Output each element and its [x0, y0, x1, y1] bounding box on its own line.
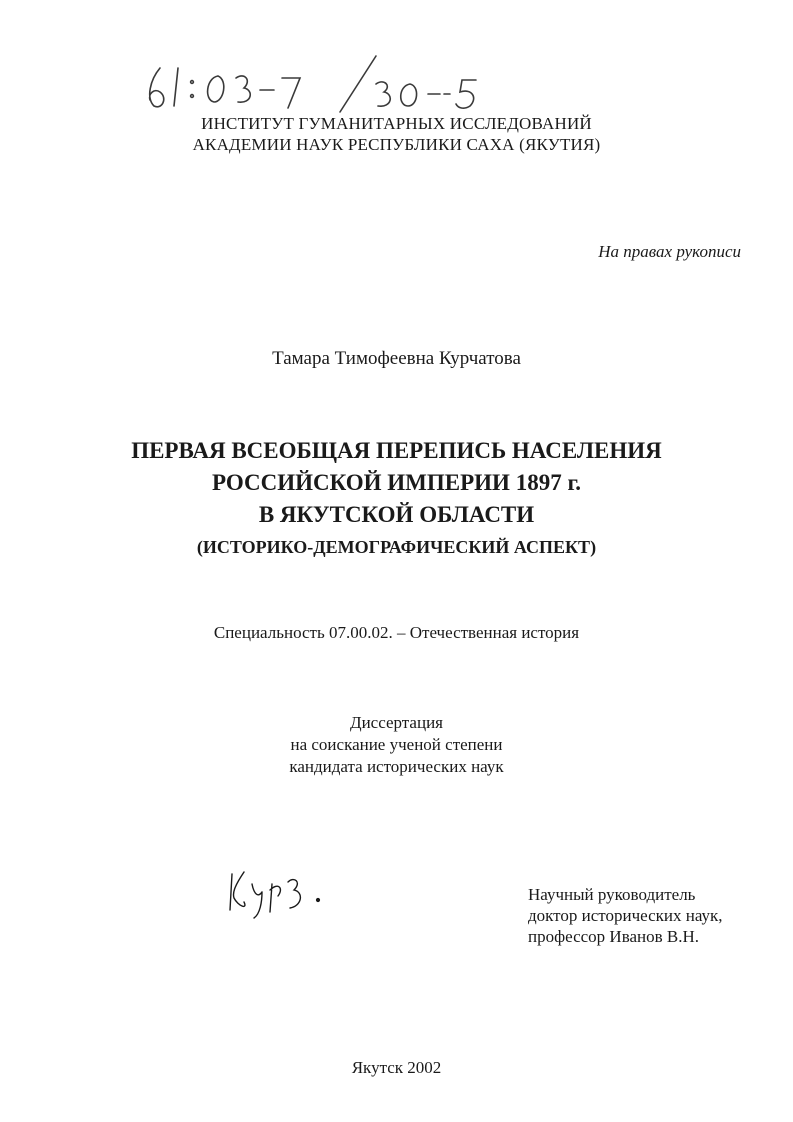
- institute-name-line-1: ИНСТИТУТ ГУМАНИТАРНЫХ ИССЛЕДОВАНИЙ: [201, 114, 592, 133]
- title-line-1: ПЕРВАЯ ВСЕОБЩАЯ ПЕРЕПИСЬ НАСЕЛЕНИЯ: [131, 438, 662, 463]
- rights-note: На правах рукописи: [598, 242, 741, 261]
- specialty: Специальность 07.00.02. – Отечественная история: [213, 623, 580, 642]
- title-line-3: В ЯКУТСКОЙ ОБЛАСТИ: [258, 502, 535, 527]
- handwritten-archive-code: [140, 50, 520, 120]
- title-line-2: РОССИЙСКОЙ ИМПЕРИИ 1897 г.: [211, 470, 582, 495]
- city-year: Якутск 2002: [351, 1058, 442, 1077]
- author-name: Тамара Тимофеевна Курчатова: [272, 348, 521, 369]
- dissertation-line-2: на соискание ученой степени: [290, 735, 503, 754]
- institute-name-line-2: АКАДЕМИИ НАУК РЕСПУБЛИКИ САХА (ЯКУТИЯ): [192, 135, 601, 154]
- dissertation-line-3: кандидата исторических наук: [289, 757, 504, 776]
- advisor-line-2: доктор исторических наук,: [528, 906, 723, 925]
- dissertation-line-1: Диссертация: [349, 713, 443, 732]
- advisor-line-1: Научный руководитель: [528, 885, 696, 904]
- author-signature: [222, 862, 332, 922]
- advisor-line-3: профессор Иванов В.Н.: [528, 927, 700, 946]
- title-subtitle: (ИСТОРИКО-ДЕМОГРАФИЧЕСКИЙ АСПЕКТ): [196, 537, 597, 557]
- advisor-block: [528, 884, 723, 947]
